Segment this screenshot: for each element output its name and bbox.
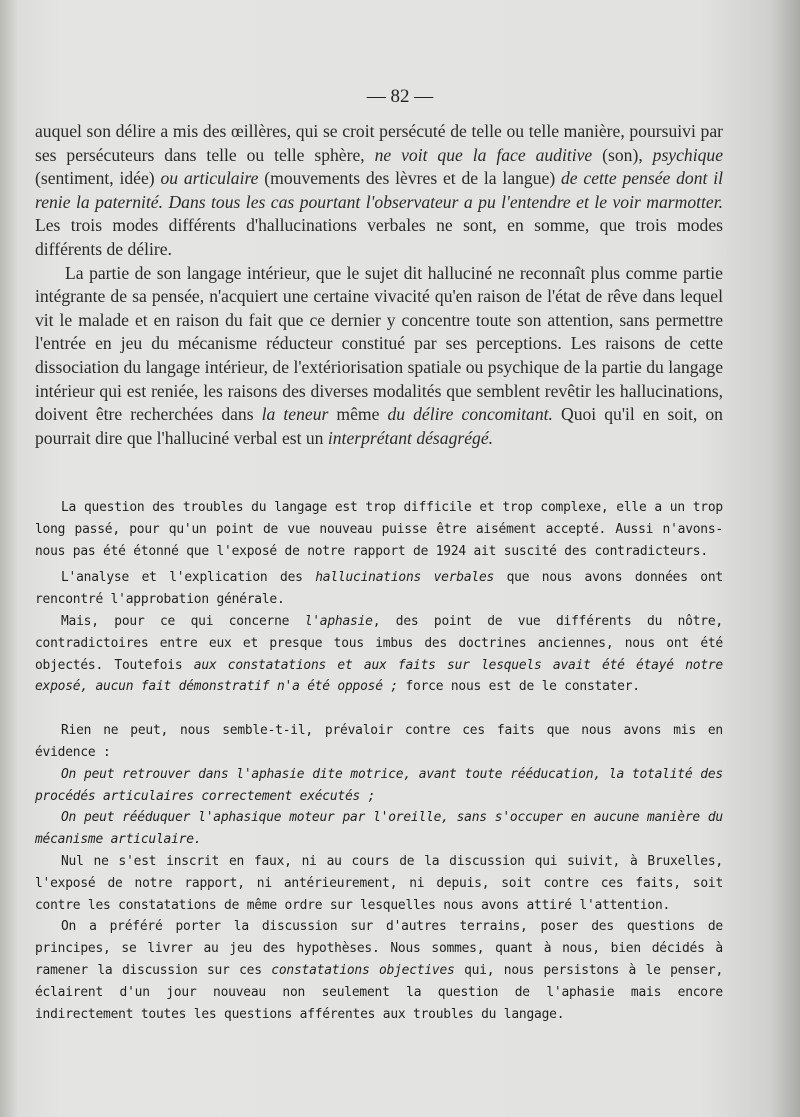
text-run: même (328, 404, 388, 425)
paragraph (35, 611, 723, 698)
text-run: Les trois modes différents d'hallucinations verbales ne sont, en somme, que trois modes différents de délire. (35, 215, 723, 259)
text-run: que nous avons données ont rencontré l'approbation générale. (35, 570, 723, 608)
bottom-text-block (35, 497, 723, 1025)
paragraph (35, 567, 723, 611)
text-run: force nous est de le constater. (397, 679, 640, 695)
bleed-through-shadow (330, 455, 336, 481)
text-run: auquel son délire a mis des œillères, qui se croit persécuté de telle ou telle manière, poursuivi par ses persécuteurs dans telle ou telle sphère, (35, 121, 723, 165)
text-run: Mais, pour ce qui concerne (61, 613, 305, 629)
paragraph (35, 807, 723, 851)
italic-text-run: ne voit que la face auditive (374, 144, 593, 165)
italic-text-run: l'aphasie (304, 613, 373, 629)
italic-text-run: On peut rééduquer l'aphasique moteur par l'oreille, sans s'occuper en aucune manière du mécanisme articulaire. (35, 810, 723, 848)
text-run: , des point de vue différents du nôtre, contradictoires entre eux et presque tous imbus des doctrines anciennes, nous ont été objectés. Toutefois (35, 613, 723, 673)
paragraph (35, 262, 723, 451)
page-number: — 82 — (366, 86, 434, 107)
top-text-block (35, 120, 723, 450)
italic-text-run: psychique (652, 144, 724, 165)
text-run: Nul ne s'est inscrit en faux, ni au cours de la discussion qui suivit, à Bruxelles, l'exposé de notre rapport, ni antérieurement, ni depuis, soit contre ces faits, soit contre les constatations de même ordre sur lesquelles nous avons attiré l'attention. (35, 853, 723, 913)
text-run: (son), (592, 144, 653, 165)
italic-text-run: ou articulaire (160, 168, 259, 189)
text-run: La question des troubles du langage est trop difficile et trop complexe, elle a un trop long passé, pour qu'un point de vue nouveau puisse être aisément accepté. Aussi n'avons-nous pas été étonné que l'exposé de notre rapport de 1924 ait suscité des contradicteurs. (35, 500, 723, 559)
italic-text-run: la teneur (261, 404, 329, 425)
paragraph (35, 851, 723, 916)
paragraph (35, 916, 723, 1025)
text-run: (mouvements des lèvres et de la langue) (258, 168, 561, 189)
italic-text-run: interprétant désagrégé. (327, 427, 494, 448)
italic-text-run: de cette pensée dont il renie la paternité. Dans tous les cas pourtant l'observateur a pu l'entendre et le voir marmotter. (35, 168, 723, 212)
paragraph (35, 497, 723, 562)
paragraph (35, 120, 723, 262)
paragraph (35, 720, 723, 764)
text-run: Quoi qu'il en soit, on pourrait dire que l'halluciné verbal est un (35, 404, 723, 448)
italic-text-run: constatations objectives (271, 962, 455, 978)
text-run: qui, nous persistons à le penser, éclairent d'un jour nouveau non seulement la question de l'aphasie mais encore indirectement toutes les questions afférentes aux troubles du langage. (35, 962, 724, 1022)
text-run: (sentiment, idée) (35, 168, 161, 189)
text-run: L'analyse et l'explication des (61, 570, 316, 586)
italic-text-run: du délire concomitant. (387, 404, 553, 425)
text-run: Rien ne peut, nous semble-t-il, prévaloir contre ces faits que nous avons mis en évidence : (35, 723, 723, 760)
italic-text-run: aux constatations et aux faits sur lesquels avait été étayé notre exposé, aucun fait démonstratif n'a été opposé ; (35, 657, 723, 695)
paragraph (35, 764, 723, 808)
italic-text-run: hallucinations verbales (315, 570, 495, 586)
text-run: La partie de son langage intérieur, que le sujet dit halluciné ne reconnaît plus comme partie intégrante de sa pensée, n'acquiert une certaine vivacité qu'en raison de l'état de rêve dans lequel vit le malade et en raison du fait que ce dernier y concentre toute son attention, sans permettre l'entrée en jeu du mécanisme réducteur constitué par ses perceptions. Les raisons de cette dissociation du langage intérieur, de l'extériorisation spatiale ou psychique de la partie du langage intérieur qui est reniée, les raisons des diverses modalités que semblent revêtir les hallucinations, doivent être recherchées dans (35, 262, 723, 425)
text-run: On a préféré porter la discussion sur d'autres terrains, poser des questions de principes, se livrer au jeu des hypothèses. Nous sommes, quant à nous, bien décidés à ramener la discussion sur ces (35, 919, 723, 978)
italic-text-run: On peut retrouver dans l'aphasie dite motrice, avant toute rééducation, la totalité des procédés articulaires correctement exécutés ; (35, 766, 723, 804)
